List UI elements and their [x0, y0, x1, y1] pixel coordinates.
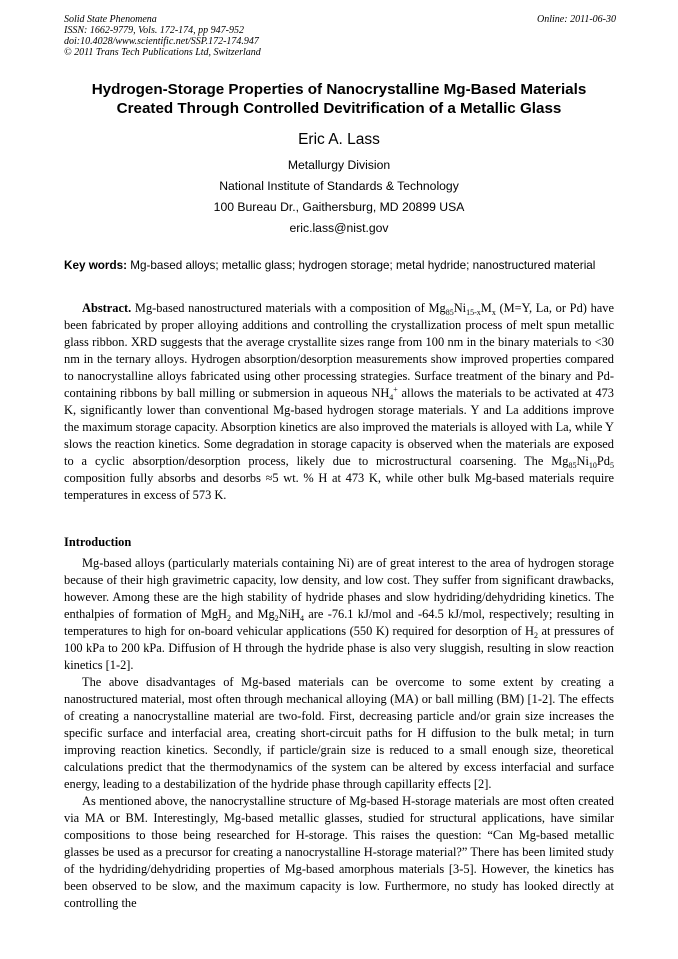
section-heading-introduction: Introduction	[64, 535, 132, 549]
introduction-body	[64, 555, 614, 912]
subscript: 2	[533, 631, 538, 640]
author-email[interactable]: eric.lass@nist.gov	[289, 221, 389, 235]
subscript: 4	[389, 393, 394, 402]
affiliation-address: 100 Bureau Dr., Gaithersburg, MD 20899 USA	[213, 200, 465, 214]
journal-header	[64, 14, 616, 58]
intro-text: are -76.1 kJ/mol and -64.5 kJ/mol, respectively; resulting in temperatures to high for on-board vehicular applications (550 K) required for desorption of H	[64, 607, 614, 638]
paper-title	[40, 80, 638, 118]
title-line-2: Created Through Controlled Devitrification of a Metallic Glass	[116, 100, 562, 117]
abstract-paragraph	[64, 300, 614, 504]
journal-doi: doi:10.4028/www.scientific.net/SSP.172-174.947	[64, 36, 259, 47]
abstract	[64, 300, 614, 504]
abstract-label: Abstract.	[82, 301, 132, 315]
journal-copyright: © 2011 Trans Tech Publications Ltd, Switzerland	[64, 47, 261, 58]
keywords	[64, 259, 614, 273]
abstract-text-m: M	[480, 301, 492, 315]
intro-text: Mg-based alloys (particularly materials containing Ni) are of great interest to the area of hydrogen storage because of their high gravimetric capacity, low density, and low cost. They suffer from significant drawbacks, however. Among these are the high stability of hydride phases and slow hydriding/dehydriding kinetics. The enthalpies of formation of MgH	[64, 556, 614, 621]
abstract-text-3: allows the materials to be activated at 473 K, significantly lower than conventional Mg-based hydrogen storage materials. Y and La additions improve the maximum storage capacity. Absorption kinetics are also improved the materials is alloyed with La, while Y slows the reaction kinetics. Some degradation in storage capacity is observed when the materials are exposed to a cyclic absorption/desorption process, likely due to microstructural coarsening. The Mg	[64, 386, 614, 468]
keywords-label: Key words:	[64, 259, 127, 272]
author-name: Eric A. Lass	[298, 131, 380, 148]
affiliation-institute: National Institute of Standards & Technology	[219, 179, 459, 193]
online-date: Online: 2011-06-30	[537, 14, 616, 25]
intro-text: at pressures of 100 kPa to 200 kPa. Diffusion of H through the hydride phase is also very sluggish, resulting in slow reaction kinetics [1-2].	[64, 624, 614, 672]
subscript: 2	[227, 614, 231, 623]
keywords-text: Mg-based alloys; metallic glass; hydrogen storage; metal hydride; nanostructured material	[130, 259, 596, 272]
subscript: 85	[445, 308, 454, 317]
title-line-1: Hydrogen-Storage Properties of Nanocrystalline Mg-Based Materials	[91, 81, 587, 98]
intro-text: and Mg	[235, 607, 275, 621]
abstract-text-2: (M=Y, La, or Pd) have been fabricated by proper alloying additions and controlling the crystallization process of melt spun metallic glass ribbon. XRD suggests that the average crystallite sizes range from 100 nm in the binary materials to <30 nm in the ternary alloys. Hydrogen absorption/desorption measurements show improved properties compared to nanocrystalline alloys fabricated using other processing strategies. Surface treatment of the binary and Pd-containing ribbons by ball milling or submersion in aqueous NH	[64, 301, 614, 400]
intro-paragraph-2: The above disadvantages of Mg-based materials can be overcome to some extent by creating a nanostructured material, most often through mechanical alloying (MA) or ball milling (BM) [1-2]. The effects of creating a nanocrystalline material are two-fold. First, decreasing particle and/or grain size increases the specific surface and interfacial area, creating short-circuit paths for H diffusion to the bulk metal; in turn improving reaction kinetics. Secondly, if particle/grain size is reduced to a small enough size, theoretical calculations predict that the thermodynamics of the system can be altered by excess interfacial and surface energy, leading to a destabilization of the hydride phase through capillarity effects [2].	[64, 675, 614, 791]
subscript: x	[491, 308, 496, 317]
abstract-text-ni: Ni	[453, 301, 467, 315]
subscript: 5	[610, 461, 614, 470]
subscript: 15-x	[466, 308, 481, 317]
affiliation-division: Metallurgy Division	[287, 158, 391, 172]
superscript: +	[393, 385, 398, 394]
abstract-text-4: composition fully absorbs and desorbs ≈5 wt. % H at 473 K, while other bulk Mg-based materials require temperatures in excess of 573 K.	[64, 471, 614, 502]
journal-issn: ISSN: 1662-9779, Vols. 172-174, pp 947-952	[64, 25, 244, 36]
abstract-text-ni: Ni	[576, 454, 589, 468]
intro-paragraph-1	[64, 555, 614, 674]
subscript: 4	[300, 614, 305, 623]
subscript: 10	[588, 461, 597, 470]
abstract-text-1: Mg-based nanostructured materials with a composition of Mg	[134, 301, 446, 315]
journal-name: Solid State Phenomena	[64, 14, 157, 25]
intro-text: NiH	[278, 607, 301, 621]
abstract-text-pd: Pd	[596, 454, 610, 468]
subscript: 2	[274, 614, 279, 623]
subscript: 85	[568, 461, 577, 470]
intro-paragraph-3: As mentioned above, the nanocrystalline structure of Mg-based H-storage materials are most often created via MA or BM. Interestingly, Mg-based metallic glasses, studied for structural applications, have similar compositions to those being researched for H-storage. This raises the question: “Can Mg-based metallic glasses be used as a precursor for creating a nanocrystalline H-storage material?” There has been limited study of the hydriding/dehydriding properties of Mg-based amorphous materials [3-5]. However, the kinetics has been observed to be slow, and the maximum capacity is low. Furthermore, no study has looked directly at controlling the	[64, 794, 614, 910]
